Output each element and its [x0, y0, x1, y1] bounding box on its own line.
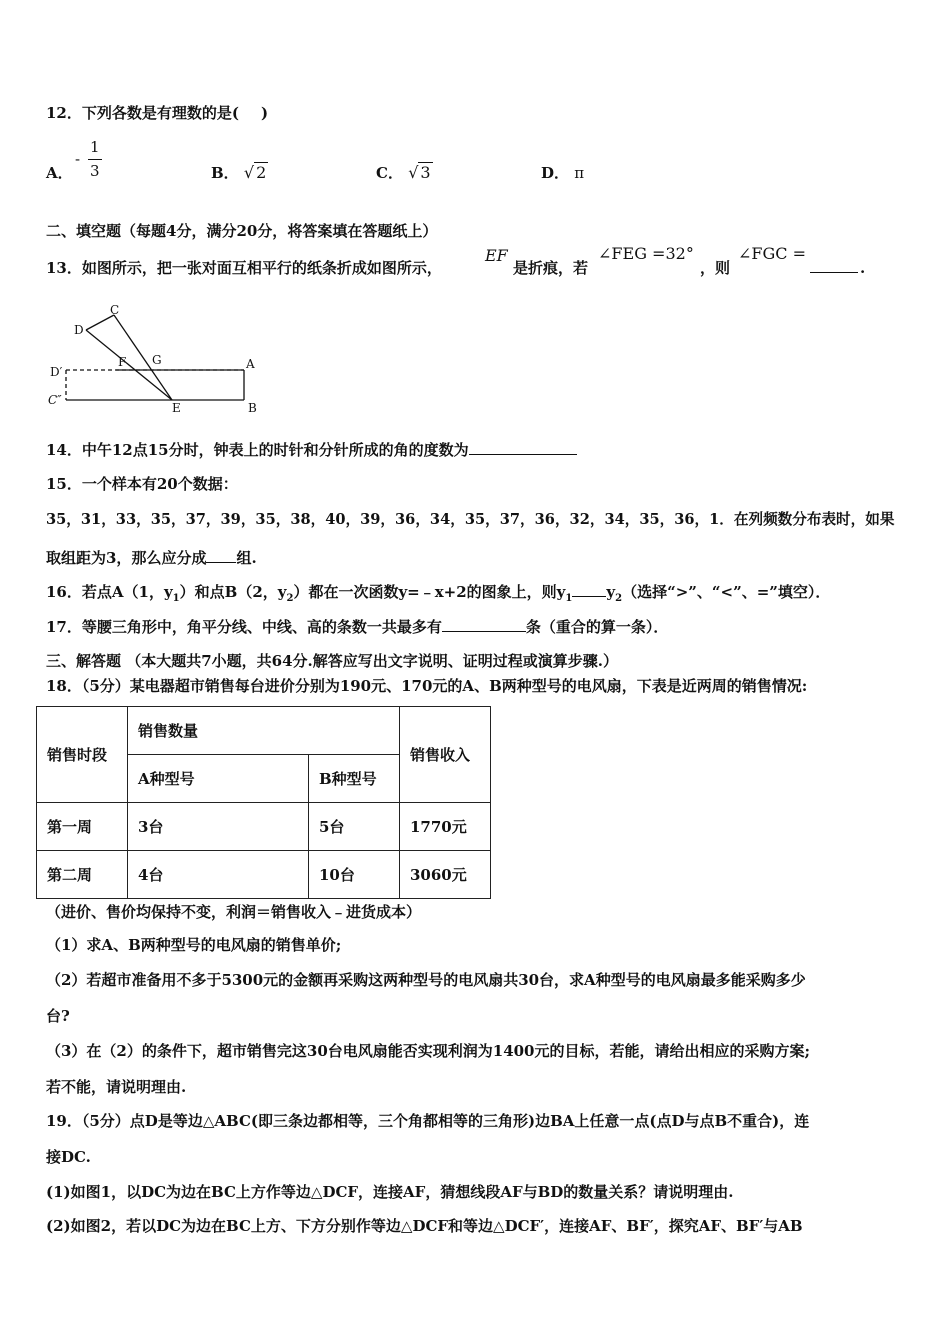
q19-part1: (1)如图1，以DC为边在BC上方作等边△DCF，连接AF，猜想线段AF与BD的数量关系？请说明理由. [46, 1183, 734, 1201]
section-heading-fill-in: 二、填空题（每题4分，满分20分，将答案填在答题纸上） [46, 222, 438, 240]
header-quantity: 销售数量 [128, 707, 400, 755]
q18-part2-line2: 台? [46, 1007, 70, 1025]
q15-answer-blank [206, 548, 236, 563]
q12-option-d: D． π [541, 164, 585, 182]
q18-part3-line1: （3）在（2）的条件下，超市销售完这30台电风扇能否实现利润为1400元的目标，若能，请给出相应的采购方案; [46, 1042, 811, 1060]
q16-answer-blank [572, 582, 606, 597]
folded-strip-figure [44, 300, 274, 420]
q15-data-line: 35，31，33，35，37，39，35，38，40，39，36，34，35，37，36，32，34，35，36，1．在列频数分布表时，如果 [46, 511, 895, 528]
q15-line1: 15．一个样本有20个数据： [46, 475, 238, 493]
q13-text2: 是折痕，若 [513, 259, 589, 277]
row1-period: 第一周 [37, 803, 128, 851]
q17-answer-blank [442, 617, 526, 632]
q18-part1: （1）求A、B两种型号的电风扇的销售单价; [46, 936, 342, 954]
q12-option-a-denominator: 3 [90, 162, 100, 180]
q19-line1: 19．（5分）点D是等边△ABC(即三条边都相等，三个角都相等的三角形)边BA上任意一点(点D与点B不重合)，连 [46, 1112, 810, 1130]
sales-table [36, 706, 491, 899]
row1-type-a: 3台 [128, 803, 309, 851]
q13-text: 13．如图所示，把一张对面互相平行的纸条折成如图所示， [46, 259, 442, 277]
header-income: 销售收入 [400, 707, 491, 803]
row2-type-a: 4台 [128, 851, 309, 899]
q13-ef: EF [485, 246, 508, 265]
label-a: A [246, 357, 255, 371]
header-type-b: B种型号 [309, 755, 400, 803]
row1-type-b: 5台 [309, 803, 400, 851]
row2-income: 3060元 [400, 851, 491, 899]
label-g: G [152, 353, 162, 367]
row2-type-b: 10台 [309, 851, 400, 899]
q18-stem: 18．（5分）某电器超市销售每台进价分别为190元、170元的A、B两种型号的电风扇，下表是近两周的销售情况: [46, 677, 808, 695]
q17-text: 17．等腰三角形中，角平分线、中线、高的条数一共最多有 条（重合的算一条）． [46, 618, 669, 636]
q13-asked-angle: ∠FGC = [738, 244, 807, 263]
q18-part2-line1: （2）若超市准备用不多于5300元的金额再采购这两种型号的电风扇共30台，求A种型号的电风扇最多能采购多少 [46, 971, 806, 989]
q12-option-c-radicand: 3 [420, 163, 431, 182]
q13-given-angle: ∠FEG =32° [598, 244, 694, 263]
q12-option-c: C． √ 3 [376, 163, 431, 182]
label-b: B [248, 401, 257, 415]
q19-line2: 接DC. [46, 1148, 91, 1166]
q12-option-b: B． √ 2 [211, 163, 267, 182]
q19-part2: (2)如图2，若以DC为边在BC上方、下方分别作等边△DCF和等边△DCF′，连接AF、BF′，探究AF、BF′与AB [46, 1217, 803, 1235]
q18-note: （进价、售价均保持不变，利润＝销售收入﹣进货成本） [46, 903, 422, 921]
q16-text: 16．若点A（1，$y_1$）和点B（2，$y_2$）都在一次函数y=﹣x+2的图象上，则$y_1$ $y_2$（选择“>”、“<”、=”填空）． [46, 583, 831, 604]
q12-option-a-numerator: 1 [90, 138, 100, 156]
row1-income: 1770元 [400, 803, 491, 851]
label-c-prime: C″ [48, 393, 62, 407]
q12-stem: 12．下列各数是有理数的是( ) [46, 104, 269, 122]
table-row [37, 803, 491, 851]
header-period: 销售时段 [37, 707, 128, 803]
label-c: C [110, 303, 120, 317]
label-d-prime: D′ [50, 365, 63, 379]
q12-option-a: A． [46, 164, 73, 182]
q13-answer-blank [810, 258, 858, 273]
header-type-a: A种型号 [128, 755, 309, 803]
label-f: F [118, 355, 127, 369]
q18-part3-line2: 若不能，请说明理由. [46, 1078, 187, 1096]
q14-answer-blank [469, 440, 577, 455]
table-row [37, 851, 491, 899]
row2-period: 第二周 [37, 851, 128, 899]
label-d: D [74, 323, 84, 337]
q13-period: . [860, 259, 866, 277]
q13-text3: ，则 [700, 259, 731, 277]
fold-line-dc [86, 315, 114, 330]
q15-line3: 取组距为3，那么应分成 组. [46, 549, 257, 567]
label-e: E [172, 401, 181, 415]
section-heading-solutions: 三、解答题 （本大题共7小题，共64分.解答应写出文字说明、证明过程或演算步骤.） [46, 652, 618, 670]
q12-option-a-sign: - [75, 150, 81, 168]
q12-option-b-radicand: 2 [256, 163, 267, 182]
fraction-bar [88, 159, 102, 160]
q14-text: 14．中午12点15分时，钟表上的时针和分针所成的角的度数为 [46, 440, 577, 460]
